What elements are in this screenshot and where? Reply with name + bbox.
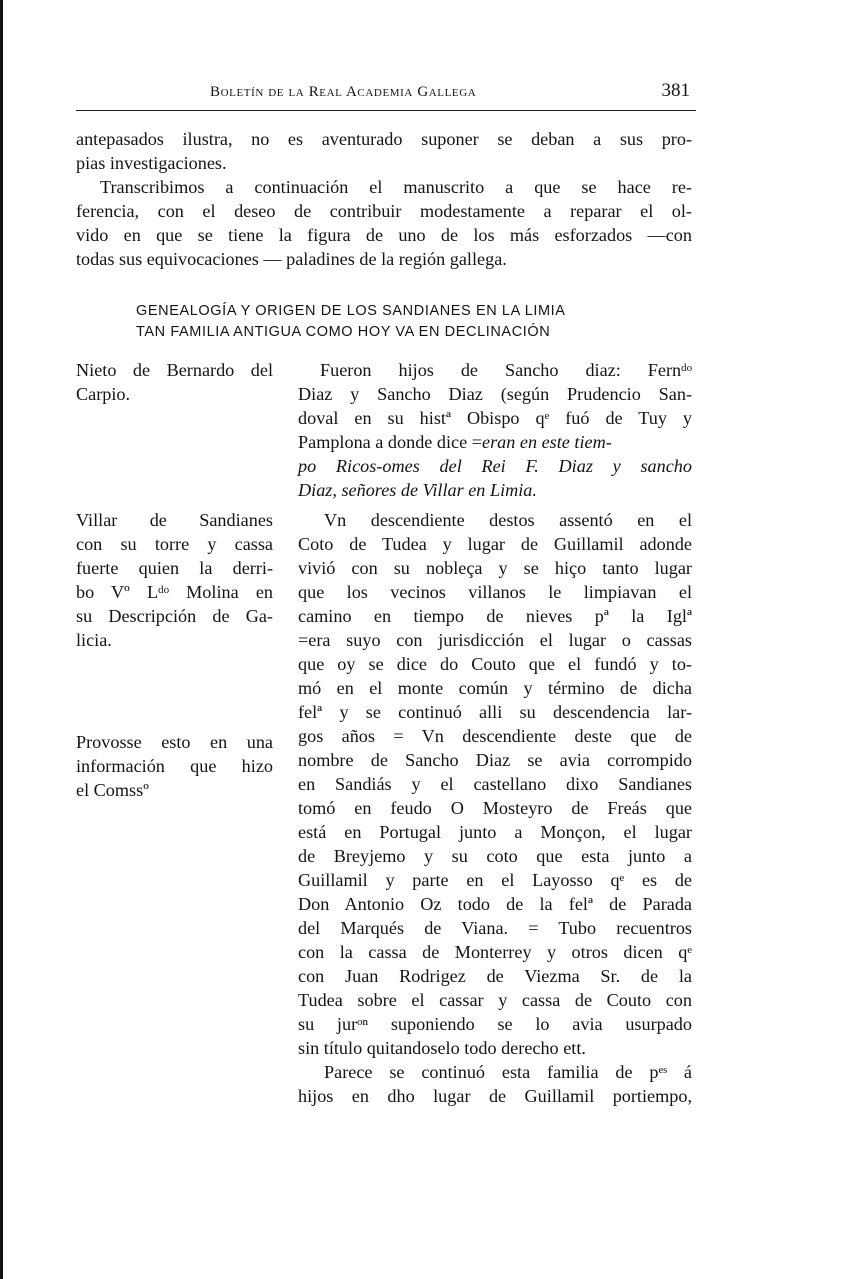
margin-note-line: información que hizo	[76, 756, 273, 776]
intro-line: vido en que se tiene la figura de uno de los más esforzados —con	[76, 225, 692, 245]
main-text-line: con la cassa de Monterrey y otros dicen qᵉ	[298, 942, 692, 962]
main-text-line: Diaz y Sancho Diaz (según Prudencio San-	[298, 384, 692, 404]
section-heading-line1: GENEALOGÍA Y ORIGEN DE LOS SANDIANES EN LA LIMIA	[136, 303, 566, 319]
header-rule	[76, 110, 696, 111]
margin-note-line: con su torre y cassa	[76, 534, 273, 554]
main-text-line: Fueron hijos de Sancho diaz: Fernᵈᵒ	[320, 360, 692, 380]
main-text-line: que oy se dice do Couto que el fundó y to-	[298, 654, 692, 674]
main-text-line: que los vecinos villanos le limpiavan el	[298, 582, 692, 602]
main-text-line: sin título quitandoselo todo derecho ett.	[298, 1038, 586, 1058]
margin-note-line: Carpio.	[76, 384, 131, 404]
intro-line: antepasados ilustra, no es aventurado suponer se deban a sus pro-	[76, 129, 692, 149]
main-text-line: del Marqués de Viana. = Tubo recuentros	[298, 918, 692, 938]
margin-note-line: licia.	[76, 630, 112, 650]
margin-note-line: Provosse esto en una	[76, 732, 273, 752]
section-heading-line2: TAN FAMILIA ANTIGUA COMO HOY VA EN DECLINACIÓN	[136, 324, 551, 340]
main-text-line: felª y se continuó alli su descendencia lar-	[298, 702, 692, 722]
main-text-fragment: Pamplona a donde dice =	[298, 432, 482, 452]
intro-line: todas sus equivocaciones — paladines de la región gallega.	[76, 249, 507, 269]
main-text-line: su jurᵒⁿ suponiendo se lo avia usurpado	[298, 1014, 692, 1034]
main-text-line: Vn descendiente destos assentó en el	[324, 510, 692, 530]
main-text-line: en Sandiás y el castellano dixo Sandianes	[298, 774, 692, 794]
quoted-italic-text: eran en este tiem-	[482, 432, 612, 452]
main-text-line: Tudea sobre el cassar y cassa de Couto con	[298, 990, 692, 1010]
main-text-line: de Breyjemo y su coto que esta junto a	[298, 846, 692, 866]
margin-note-line: Nieto de Bernardo del	[76, 360, 273, 380]
quoted-italic-line: po Ricos-omes del Rei F. Diaz y sancho	[298, 456, 692, 476]
main-text-line: =era suyo con jurisdicción el lugar o cassas	[298, 630, 692, 650]
main-text-line: Parece se continuó esta familia de pᵉˢ á	[324, 1062, 692, 1082]
main-text-line: está en Portugal junto a Monçon, el lugar	[298, 822, 692, 842]
scan-edge	[0, 0, 3, 1279]
margin-note-line: su Descripción de Ga-	[76, 606, 273, 626]
main-text-line: doval en su histª Obispo qᵉ fuó de Tuy y	[298, 408, 692, 428]
quoted-italic-line: Diaz, señores de Villar en Limia.	[298, 480, 537, 500]
intro-line: Transcribimos a continuación el manuscrito a que se hace re-	[100, 177, 692, 197]
main-text-line: gos años = Vn descendiente deste que de	[298, 726, 692, 746]
main-text-line: nombre de Sancho Diaz se avia corrompido	[298, 750, 692, 770]
main-text-line: Guillamil y parte en el Layosso qᵉ es de	[298, 870, 692, 890]
main-text-line: Don Antonio Oz todo de la felª de Parada	[298, 894, 692, 914]
main-text-line: camino en tiempo de nieves pª la Iglª	[298, 606, 692, 626]
margin-note-line: fuerte quien la derri-	[76, 558, 273, 578]
main-text-line: hijos en dho lugar de Guillamil portiempo,	[298, 1086, 692, 1106]
intro-line: pias investigaciones.	[76, 153, 227, 173]
main-text-line: mó en el monte común y término de dicha	[298, 678, 692, 698]
margin-note-line: Villar de Sandianes	[76, 510, 273, 530]
main-text-line: vivió con su nobleça y se hiço tanto lugar	[298, 558, 692, 578]
main-text-line	[298, 430, 692, 454]
margin-note-line: el Comssº	[76, 780, 149, 800]
main-text-line: tomó en feudo O Mosteyro de Freás que	[298, 798, 692, 818]
running-header	[76, 80, 696, 106]
margin-note-line: bo Vº Lᵈᵒ Molina en	[76, 582, 273, 602]
journal-title: Boletín de la Real Academia Gallega	[210, 84, 477, 100]
main-text-line: Coto de Tudea y lugar de Guillamil adonde	[298, 534, 692, 554]
intro-line: ferencia, con el deseo de contribuir modestamente a reparar el ol-	[76, 201, 692, 221]
page-number: 381	[661, 80, 690, 101]
main-text-line: con Juan Rodrigez de Viezma Sr. de la	[298, 966, 692, 986]
